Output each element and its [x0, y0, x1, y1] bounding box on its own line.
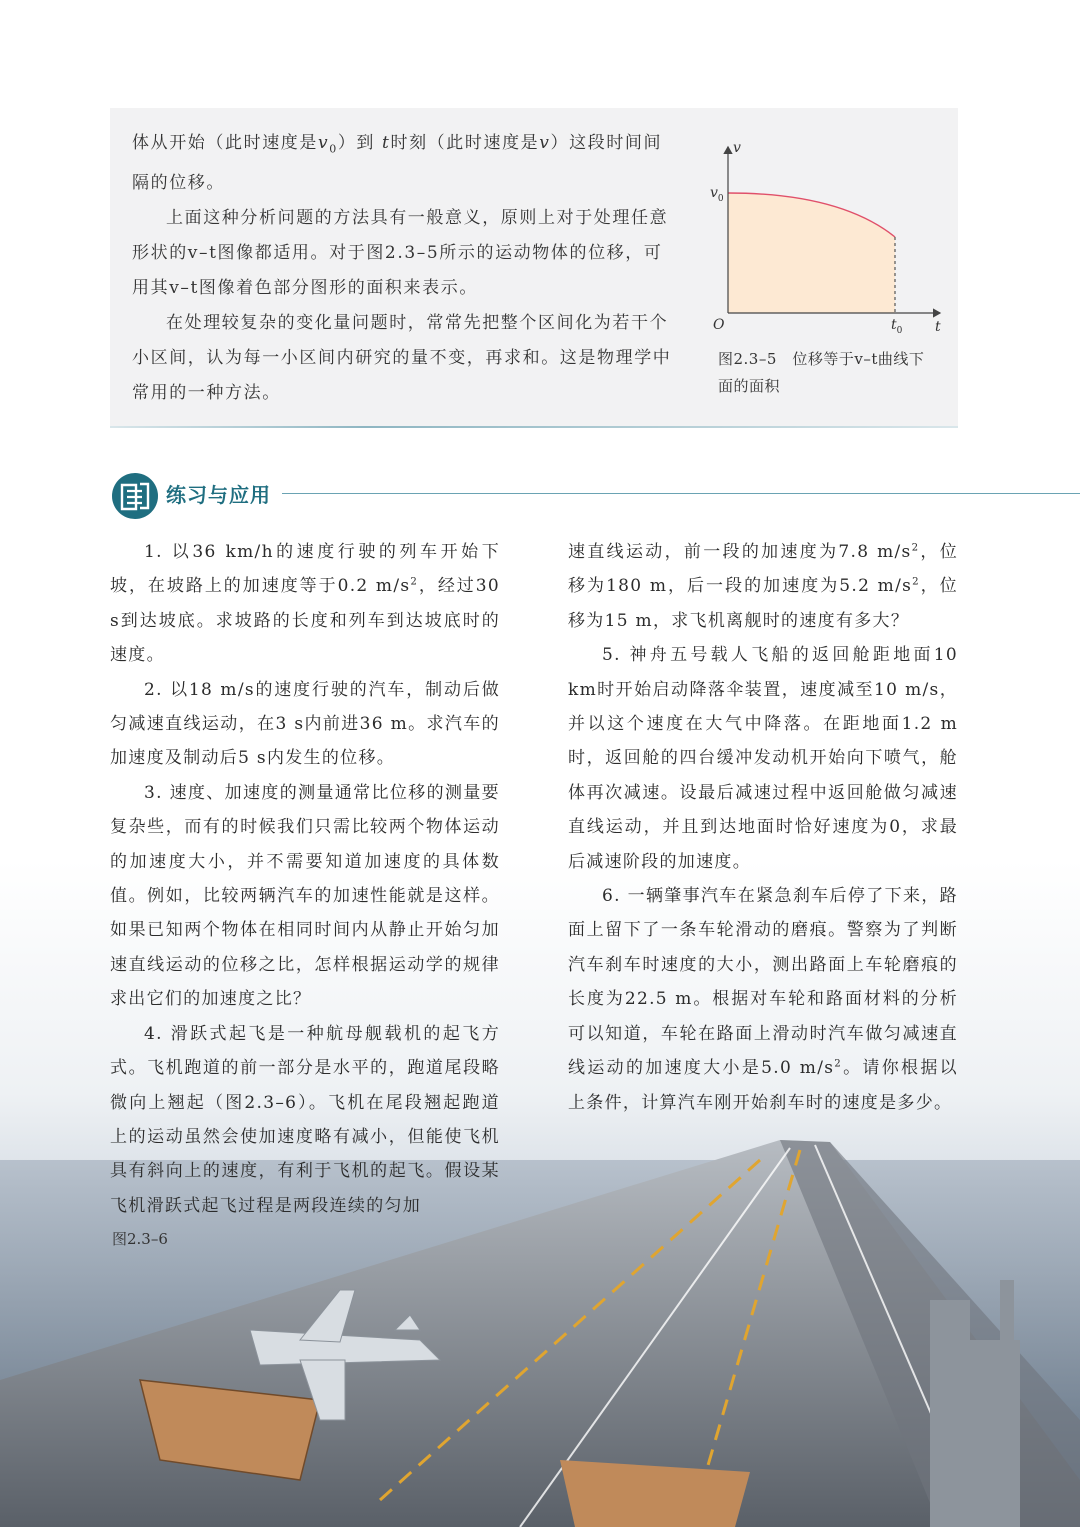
paragraph-2: 上面这种分析问题的方法具有一般意义，原则上对于处理任意形状的v–t图像都适用。对于图2.3–5所示的运动物体的位移，可用其v–t图像着色部分图形的面积来表示。 — [132, 208, 669, 299]
caption-line-2: 面的面积 — [718, 377, 781, 395]
t-axis-label: t — [935, 319, 941, 335]
paragraph-1: 体从开始（此时速度是$v_0$）到 t时刻（此时速度是v）这段时间间隔的位移。 — [132, 133, 663, 194]
t0-label: $t_0$ — [891, 317, 903, 336]
figure-caption — [718, 346, 953, 400]
exercises-right-column — [568, 535, 958, 1120]
vt-graph — [705, 135, 955, 345]
exercise-5: 5. 神舟五号载人飞船的返回舱距地面10 km时开始启动降落伞装置，速度减至10 m/s，并以这个速度在大气中降落。在距地面1.2 m时，返回舱的四台缓冲发动机开始向下喷气，舱体再次减速。设最后减速过程中返回舱做匀减速直线运动，并且到达地面时恰好速度为0，求最后减速阶段的加速度。 — [568, 645, 958, 872]
exercise-6: 6. 一辆肇事汽车在紧急刹车后停了下来，路面上留下了一条车轮滑动的磨痕。警察为了判断汽车刹车时速度的大小，测出路面上车轮磨痕的长度为22.5 m。根据对车轮和路面材料的分析可以知道，车轮在路面上滑动时汽车做匀减速直线运动的加速度大小是5.0 $m/s^2$。请你根据以上条件，计算汽车刚开始刹车时的速度是多少。 — [568, 886, 958, 1113]
exercise-section-icon — [110, 471, 160, 521]
top-text-block — [132, 126, 672, 411]
paragraph-3: 在处理较复杂的变化量问题时，常常先把整个区间化为若干个小区间，认为每一小区间内研究的量不变，再求和。这是物理学中常用的一种方法。 — [132, 313, 672, 404]
exercise-4-part-1: 4. 滑跃式起飞是一种航母舰载机的起飞方式。飞机跑道的前一部分是水平的，跑道尾段略微向上翘起（图2.3–6）。飞机在尾段翘起跑道上的运动虽然会使加速度略有减小，但能使飞机具有斜向上的速度，有利于飞机的起飞。假设某飞机滑跃式起飞过程是两段连续的匀加 — [110, 1023, 500, 1216]
v0-label: $v_0$ — [710, 185, 724, 204]
exercise-1: 1. 以36 km/h的速度行驶的列车开始下坡，在坡路上的加速度等于0.2 $m/s^2$，经过30 s到达坡底。求坡路的长度和列车到达坡底时的速度。 — [110, 542, 500, 666]
exercise-2: 2. 以18 m/s的速度行驶的汽车，制动后做匀减速直线运动，在3 s内前进36 m。求汽车的加速度及制动后5 s内发生的位移。 — [110, 679, 500, 769]
exercises-left-column — [110, 535, 500, 1223]
caption-line-1: 图2.3–5 位移等于v–t曲线下 — [718, 350, 925, 368]
origin-label: O — [713, 317, 725, 333]
section-rule — [282, 493, 1080, 494]
exercise-4-part-2: 速直线运动，前一段的加速度为7.8 $m/s^2$，位移为180 m，后一段的加速度为5.2 $m/s^2$，位移为15 m，求飞机离舰时的速度有多大？ — [568, 542, 958, 631]
exercise-3: 3. 速度、加速度的测量通常比位移的测量要复杂些，而有的时候我们只需比较两个物体运动的加速度大小，并不需要知道加速度的具体数值。例如，比较两辆汽车的加速性能就是这样。如果已知两个物体在相同时间内从静止开始匀加速直线运动的位移之比，怎样根据运动学的规律求出它们的加速度之比？ — [110, 782, 500, 1010]
v-axis-label: v — [733, 140, 741, 156]
divider-line — [110, 426, 958, 428]
figure-2-3-6-label: 图2.3–6 — [112, 1230, 168, 1248]
section-title: 练习与应用 — [166, 483, 271, 507]
shaded-area — [728, 193, 895, 313]
